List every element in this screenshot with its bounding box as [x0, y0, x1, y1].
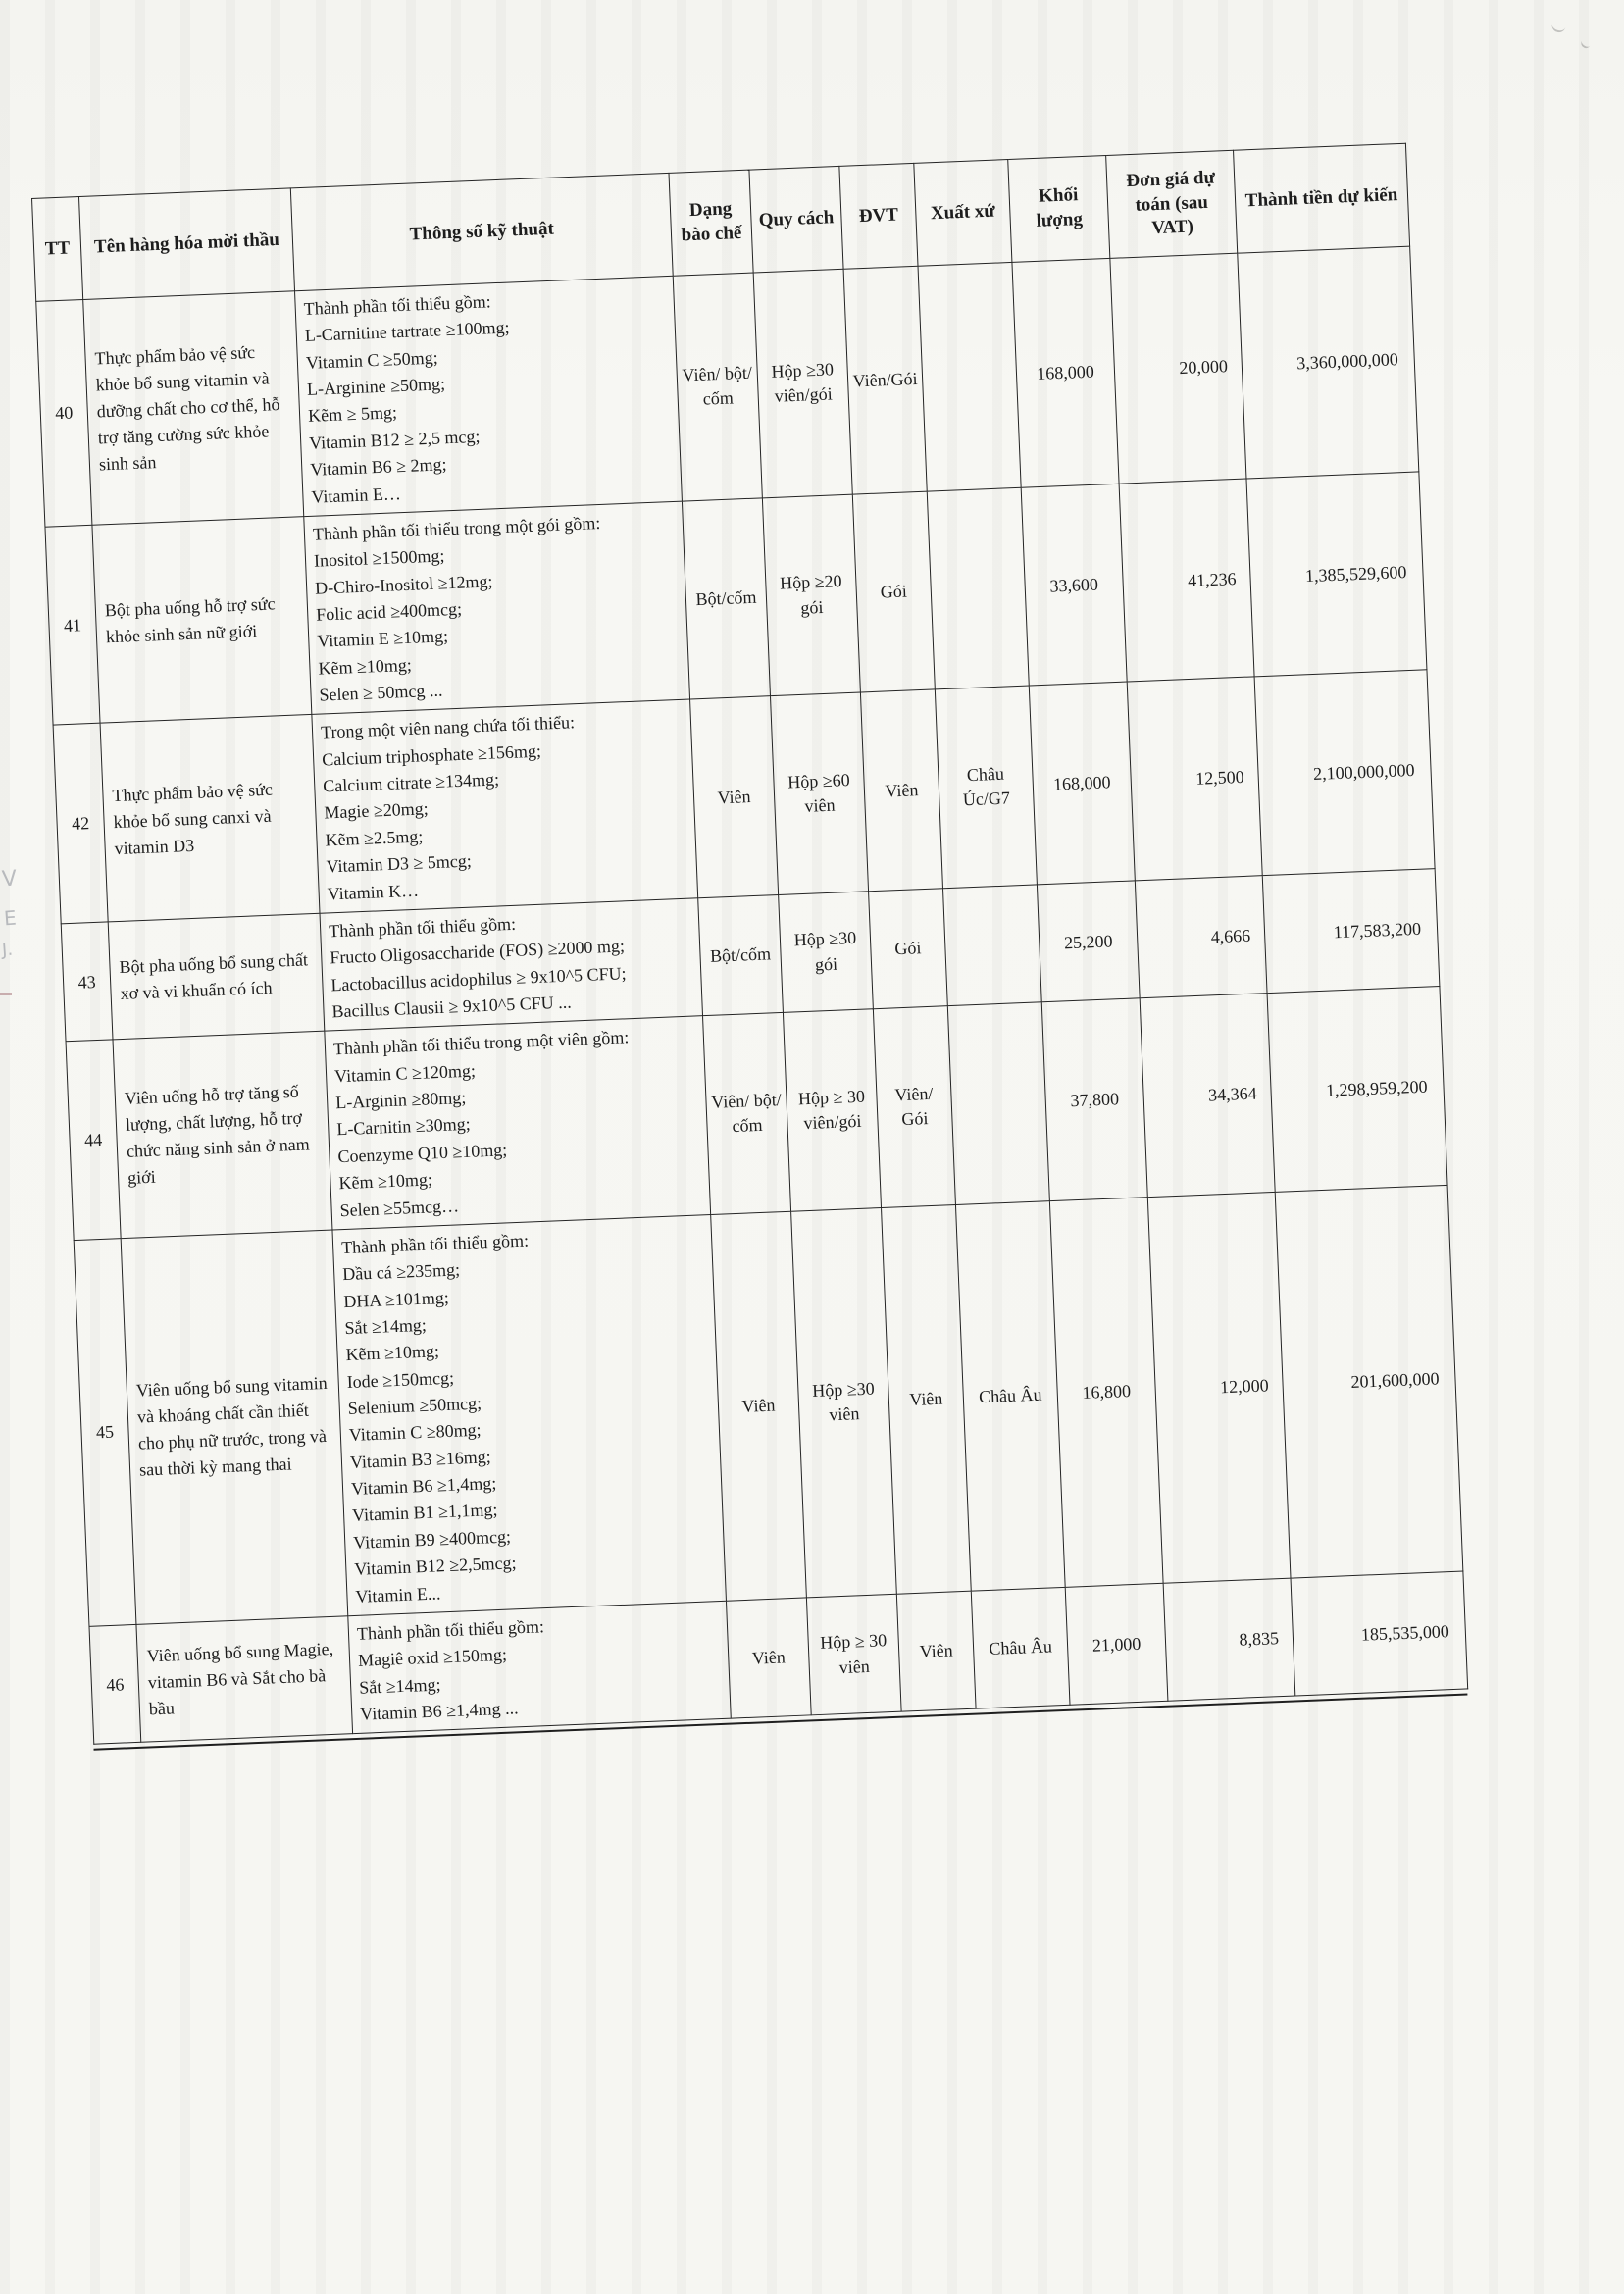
- row-number-cell: 42: [53, 724, 108, 924]
- col-header-origin: Xuất xứ: [914, 160, 1012, 267]
- item-name-cell: Viên uống hỗ trợ tăng số lượng, chất lượng, hỗ trợ chức năng sinh sản ở nam giới: [113, 1032, 332, 1239]
- dosage-form-cell: Viên/ bột/ cốm: [703, 1013, 791, 1215]
- unit-cell: Viên: [896, 1591, 976, 1711]
- scan-artifact: [1550, 22, 1566, 33]
- origin-cell: [918, 262, 1021, 491]
- col-header-total: Thành tiền dự kiến: [1234, 143, 1410, 253]
- scanned-table-sheet: [31, 143, 1467, 1751]
- item-name-cell: Viên uống bổ sung Magie, vitamin B6 và Sắt cho bà bầu: [136, 1616, 353, 1743]
- origin-cell: Châu Úc/G7: [935, 686, 1037, 888]
- dosage-form-cell: Viên: [711, 1211, 807, 1601]
- origin-cell: [927, 487, 1029, 689]
- origin-cell: [947, 1002, 1049, 1204]
- item-specs-cell: Thành phần tối thiểu trong một viên gồm: Vitamin C ≥120mg; L-Arginin ≥80mg; L-Carnitin ≥30mg; Coenzyme Q10 ≥10mg; Kẽm ≥10mg; Selen ≥55mcg…: [325, 1016, 711, 1230]
- unit-price-cell: 34,364: [1140, 994, 1275, 1198]
- row-number-cell: 41: [45, 525, 100, 725]
- item-specs-cell: Trong một viên nang chứa tối thiểu: Calcium triphosphate ≥156mg; Calcium citrate ≥134mg; Magie ≥20mg; Kẽm ≥2.5mg; Vitamin D3 ≥ 5mcg; Vitamin K…: [312, 699, 698, 913]
- dosage-form-cell: Bột/cốm: [698, 894, 784, 1016]
- item-specs-cell: Thành phần tối thiểu gồm: Fructo Oligosaccharide (FOS) ≥2000 mg; Lactobacillus acidophilus ≥ 9x10^5 CFU; Bacillus Clausii ≥ 9x10^5 CFU ...: [320, 898, 703, 1032]
- col-header-form: Dạng bào chế: [669, 170, 753, 276]
- table-body: [36, 246, 1468, 1744]
- col-header-tt: TT: [32, 197, 83, 302]
- scan-artifact: [1579, 37, 1592, 50]
- origin-cell: Châu Âu: [955, 1201, 1065, 1592]
- col-header-unit-price: Đơn giá dự toán (sau VAT): [1106, 150, 1238, 258]
- packing-cell: Hộp ≥30 viên: [791, 1207, 897, 1597]
- unit-cell: Gói: [852, 491, 935, 692]
- item-specs-cell: Thành phần tối thiểu gồm: Magiê oxid ≥150mg; Sắt ≥14mg; Vitamin B6 ≥1,4mg ...: [348, 1601, 732, 1734]
- unit-cell: Gói: [869, 889, 948, 1009]
- item-name-cell: Bột pha uống hỗ trợ sức khỏe sinh sản nữ giới: [92, 516, 312, 723]
- dosage-form-cell: Viên: [726, 1598, 811, 1719]
- quantity-cell: 33,600: [1021, 484, 1127, 686]
- table-row: [74, 1185, 1463, 1626]
- item-specs-cell: Thành phần tối thiểu gồm: Dầu cá ≥235mg; DHA ≥101mg; Sắt ≥14mg; Kẽm ≥10mg; Iode ≥150mcg; Selenium ≥50mcg; Vitamin C ≥80mg; Vitamin B3 ≥16mg; Vitamin B6 ≥1,4mg; Vitamin B1 ≥1,1mg; Vitamin B9 ≥400mcg; Vitamin B12 ≥2,5mcg; Vitamin E...: [332, 1214, 727, 1615]
- packing-cell: Hộp ≥30 gói: [779, 892, 874, 1013]
- scan-artifact: E: [3, 905, 18, 931]
- dosage-form-cell: Viên: [690, 696, 779, 898]
- unit-price-cell: 4,666: [1135, 876, 1267, 999]
- unit-cell: Viên/ Gói: [873, 1006, 955, 1207]
- quantity-cell: 25,200: [1037, 881, 1140, 1002]
- item-specs-cell: Thành phần tối thiểu trong một gói gồm: Inositol ≥1500mg; D-Chiro-Inositol ≥12mg; Folic acid ≥400mcg; Vitamin E ≥10mg; Kẽm ≥10mg; Selen ≥ 50mcg ...: [304, 501, 690, 715]
- unit-price-cell: 12,500: [1127, 677, 1262, 881]
- item-specs-cell: Thành phần tối thiểu gồm: L-Carnitine tartrate ≥100mg; Vitamin C ≥50mg; L-Arginine ≥50mg; Kẽm ≥ 5mg; Vitamin B12 ≥ 2,5 mcg; Vitamin B6 ≥ 2mg; Vitamin E…: [295, 276, 683, 516]
- packing-cell: Hộp ≥ 30 viên/gói: [783, 1009, 881, 1211]
- row-number-cell: 46: [89, 1624, 141, 1744]
- total-cell: 1,385,529,600: [1246, 472, 1427, 677]
- total-cell: 1,298,959,200: [1267, 987, 1447, 1192]
- row-number-cell: 40: [36, 299, 92, 527]
- total-cell: 185,535,000: [1291, 1571, 1468, 1696]
- dosage-form-cell: Bột/cốm: [682, 498, 770, 700]
- origin-cell: Châu Âu: [971, 1587, 1070, 1708]
- total-cell: 2,100,000,000: [1254, 670, 1435, 875]
- unit-cell: Viên: [882, 1204, 972, 1594]
- row-number-cell: 43: [61, 922, 113, 1042]
- scan-artifact: J.: [1, 939, 14, 961]
- col-header-specs: Thông số kỹ thuật: [290, 173, 673, 290]
- dosage-form-cell: Viên/ bột/ cốm: [673, 273, 762, 501]
- quantity-cell: 21,000: [1065, 1583, 1168, 1705]
- row-number-cell: 44: [66, 1040, 121, 1240]
- row-number-cell: 45: [74, 1239, 136, 1627]
- unit-cell: Viên: [860, 689, 942, 891]
- col-header-name: Tên hàng hóa mời thầu: [78, 188, 294, 300]
- origin-cell: [942, 885, 1041, 1006]
- scan-artifact: V: [1, 866, 18, 892]
- unit-price-cell: 8,835: [1163, 1578, 1295, 1702]
- total-cell: 117,583,200: [1262, 869, 1440, 994]
- col-header-pack: Quy cách: [749, 166, 843, 273]
- unit-price-cell: 12,000: [1147, 1192, 1291, 1583]
- bid-items-table: [31, 143, 1468, 1745]
- item-name-cell: Bột pha uống bổ sung chất xơ và vi khuẩn có ích: [108, 913, 325, 1040]
- unit-price-cell: 41,236: [1119, 479, 1254, 683]
- packing-cell: Hộp ≥ 30 viên: [806, 1594, 901, 1715]
- packing-cell: Hộp ≥30 viên/gói: [753, 269, 852, 497]
- quantity-cell: 16,800: [1049, 1197, 1163, 1587]
- col-header-unit: ĐVT: [839, 163, 918, 269]
- quantity-cell: 168,000: [1012, 258, 1119, 487]
- packing-cell: Hộp ≥20 gói: [762, 494, 860, 696]
- quantity-cell: 168,000: [1029, 682, 1135, 884]
- item-name-cell: Thực phẩm bảo vệ sức khỏe bổ sung vitamin và dưỡng chất cho cơ thể, hỗ trợ tăng cường sức khỏe sinh sản: [83, 291, 304, 525]
- scan-artifact: [0, 993, 12, 995]
- item-name-cell: Viên uống bổ sung vitamin và khoáng chất cần thiết cho phụ nữ trước, trong và sau thời kỳ mang thai: [121, 1230, 348, 1624]
- total-cell: 3,360,000,000: [1238, 246, 1419, 479]
- total-cell: 201,600,000: [1275, 1185, 1463, 1578]
- quantity-cell: 37,800: [1041, 998, 1147, 1200]
- unit-price-cell: 20,000: [1110, 253, 1246, 484]
- col-header-quantity: Khối lượng: [1008, 155, 1110, 262]
- unit-cell: Viên/Gói: [843, 266, 927, 494]
- packing-cell: Hộp ≥60 viên: [770, 692, 868, 894]
- item-name-cell: Thực phẩm bảo vệ sức khỏe bổ sung canxi và vitamin D3: [100, 715, 320, 922]
